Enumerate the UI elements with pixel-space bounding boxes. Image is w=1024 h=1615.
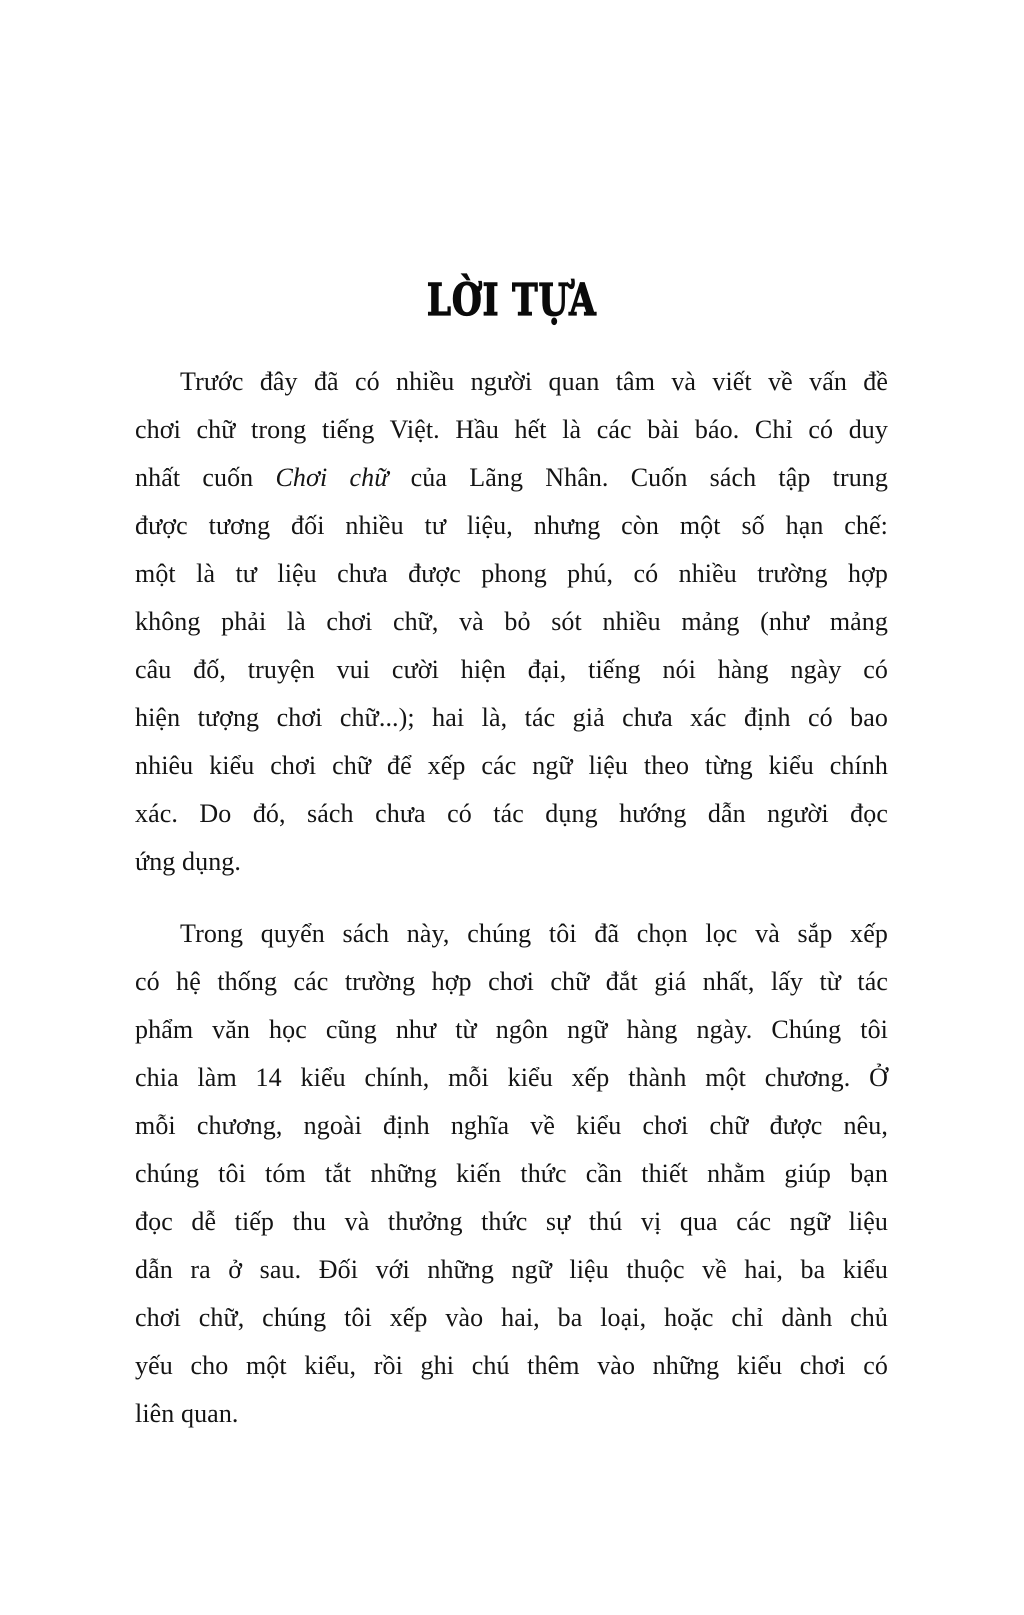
text-segment: Trước đây đã có nhiều người quan tâm và viết về vấn đề: [180, 367, 888, 396]
italic-text-segment: Chơi chữ: [275, 463, 389, 492]
text-line: [135, 1198, 888, 1246]
paragraph: [135, 910, 888, 1438]
text-line: [135, 550, 888, 598]
text-line: [135, 358, 888, 406]
text-line: [135, 1294, 888, 1342]
text-segment: nhiêu kiểu chơi chữ để xếp các ngữ liệu theo từng kiểu chính: [135, 751, 888, 780]
text-segment: Trong quyển sách này, chúng tôi đã chọn lọc và sắp xếp: [180, 919, 888, 948]
text-segment: chơi chữ trong tiếng Việt. Hầu hết là các bài báo. Chỉ có duy: [135, 415, 888, 444]
text-segment: một là tư liệu chưa được phong phú, có nhiều trường hợp: [135, 559, 888, 588]
text-segment: đọc dễ tiếp thu và thưởng thức sự thú vị qua các ngữ liệu: [135, 1207, 888, 1236]
text-line: [135, 406, 888, 454]
text-line: [135, 790, 888, 838]
text-line: [135, 454, 888, 502]
text-block: [135, 0, 888, 1438]
text-line: [135, 1390, 888, 1438]
text-segment: nhất cuốn: [135, 463, 276, 492]
text-segment: liên quan.: [135, 1399, 239, 1428]
text-segment: chơi chữ, chúng tôi xếp vào hai, ba loại, hoặc chỉ dành chủ: [135, 1303, 888, 1332]
text-segment: của Lãng Nhân. Cuốn sách tập trung: [388, 463, 888, 492]
text-line: [135, 958, 888, 1006]
text-line: [135, 742, 888, 790]
text-line: [135, 838, 888, 886]
text-line: [135, 1102, 888, 1150]
text-line: [135, 910, 888, 958]
preface-body: [135, 358, 888, 1438]
paragraph: [135, 358, 888, 886]
text-line: [135, 1246, 888, 1294]
text-segment: chúng tôi tóm tắt những kiến thức cần thiết nhằm giúp bạn: [135, 1159, 888, 1188]
text-segment: dẫn ra ở sau. Đối với những ngữ liệu thuộc về hai, ba kiểu: [135, 1255, 888, 1284]
text-line: [135, 598, 888, 646]
text-segment: phẩm văn học cũng như từ ngôn ngữ hàng ngày. Chúng tôi: [135, 1015, 888, 1044]
text-line: [135, 1054, 888, 1102]
text-segment: được tương đối nhiều tư liệu, nhưng còn một số hạn chế:: [135, 511, 888, 540]
text-line: [135, 502, 888, 550]
title-container: [135, 0, 888, 326]
page-title: LỜI TỰA: [426, 275, 597, 326]
text-segment: câu đố, truyện vui cười hiện đại, tiếng nói hàng ngày có: [135, 655, 888, 684]
text-line: [135, 694, 888, 742]
text-segment: chia làm 14 kiểu chính, mỗi kiểu xếp thành một chương. Ở: [135, 1063, 888, 1092]
text-segment: yếu cho một kiểu, rồi ghi chú thêm vào những kiểu chơi có: [135, 1351, 888, 1380]
text-segment: xác. Do đó, sách chưa có tác dụng hướng dẫn người đọc: [135, 799, 888, 828]
text-segment: không phải là chơi chữ, và bỏ sót nhiều mảng (như mảng: [135, 607, 888, 636]
text-line: [135, 1150, 888, 1198]
text-segment: mỗi chương, ngoài định nghĩa về kiểu chơi chữ được nêu,: [135, 1111, 888, 1140]
text-line: [135, 1006, 888, 1054]
text-line: [135, 646, 888, 694]
text-segment: ứng dụng.: [135, 847, 241, 876]
text-segment: có hệ thống các trường hợp chơi chữ đắt giá nhất, lấy từ tác: [135, 967, 888, 996]
text-segment: hiện tượng chơi chữ...); hai là, tác giả chưa xác định có bao: [135, 703, 888, 732]
text-line: [135, 1342, 888, 1390]
